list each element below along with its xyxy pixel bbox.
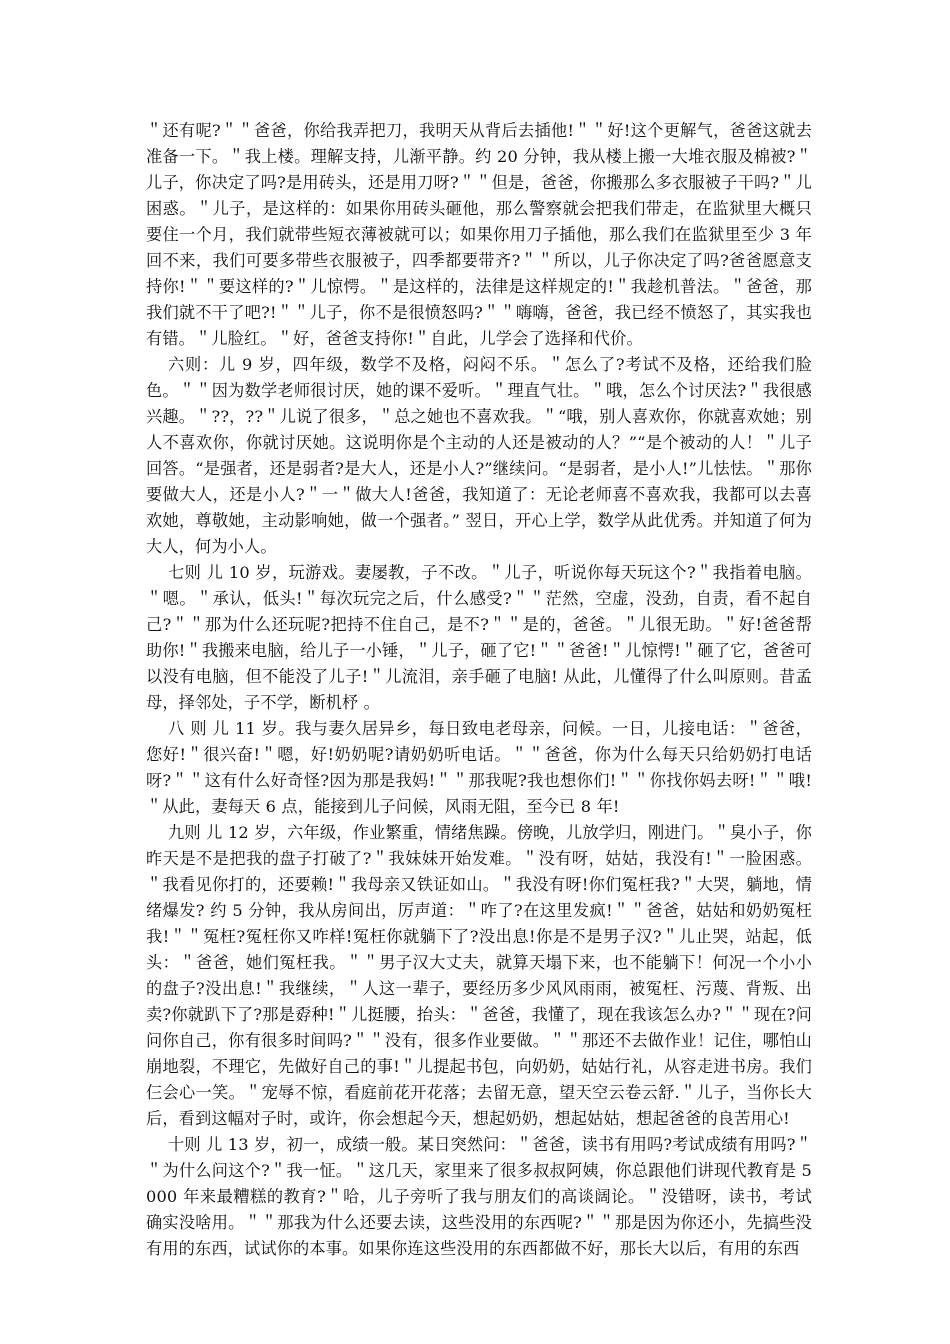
paragraph-8: 八 则 儿 11 岁。我与妻久居异乡，每日致电老母亲，问候。一日，儿接电话：＂爸爸，您好!＂很兴奋!＂嗯，好!奶奶呢?请奶奶听电话。＂＂爸爸，你为什么每天只给奶奶打电话呀?＂＂这有什么好奇怪?因为那是我妈!＂＂那我呢?我也想你们!＂＂你找你妈去呀!＂＂哦!＂从此，妻每天 6 点，能接到儿子问候，风雨无阻，至今已 8 年!: [146, 719, 812, 816]
paragraph-9: 九则 儿 12 岁，六年级，作业繁重，情绪焦躁。傍晚，儿放学归，刚进门。＂臭小子，你昨天是不是把我的盘子打破了?＂我妹妹开始发难。＂没有呀，姑姑，我没有!＂一脸困惑。＂我看见你打的，还要赖!＂我母亲又铁证如山。＂我没有呀!你们冤枉我?＂大哭，躺地，情绪爆发? 约 5 分钟，我从房间出，厉声道：＂咋了?在这里发疯!＂＂爸爸，姑姑和奶奶冤枉我!＂＂冤枉?冤枉你又咋样!冤枉你就躺下了?没出息!你是不是男子汉?＂儿止哭，站起，低头：＂爸爸，她们冤枉我。＂＂男子汉大丈夫，就算天塌下来，也不能躺下！何况一个小小的盘子?没出息!＂我继续，＂人这一辈子，要经历多少风风雨雨，被冤枉、污蔑、背叛、出卖?你就趴下了?那是孬种!＂儿挺腰，抬头：＂爸爸，我懂了，现在我该怎么办?＂＂现在?问问你自己，你有很多时间吗?＂＂没有，很多作业要做。＂＂那还不去做作业！记住，哪怕山崩地裂，不理它，先做好自己的事!＂儿提起书包，向奶奶，姑姑行礼，从容走进书房。我们仨会心一笑。＂宠辱不惊，看庭前花开花落；去留无意，望天空云卷云舒.＂儿子，当你长大后，看到这幅对子时，或许，你会想起今天，想起奶奶，想起姑姑，想起爸爸的良苦用心!: [146, 823, 812, 1128]
document-body: [146, 118, 812, 1262]
paragraph-10: 十则 儿 13 岁，初一，成绩一般。某日突然问：＂爸爸，读书有用吗?考试成绩有用吗?＂＂为什么问这个?＂我一怔。＂这几天，家里来了很多叔叔阿姨，你总跟他们讲现代教育是 5000 年来最糟糕的教育?＂哈，儿子旁听了我与朋友们的高谈阔论。＂没错呀，读书，考试确实没啥用。＂＂那我为什么还要去读，这些没用的东西呢?＂＂那是因为你还小，先搞些没有用的东西，试试你的本事。如果你连这些没用的东西都做不好，那长大以后，有用的东西: [146, 1135, 812, 1258]
paragraph-7: 七则 儿 10 岁，玩游戏。妻屡教，子不改。＂儿子，听说你每天玩这个?＂我指着电脑。＂嗯。＂承认，低头!＂每次玩完之后，什么感受?＂＂茫然，空虚，没劲，自责，看不起自己?＂＂那为什么还玩呢?把持不住自己，是不?＂＂是的，爸爸。＂儿很无助。＂好!爸爸帮助你!＂我搬来电脑，给儿子一小锤，＂儿子，砸了它!＂＂爸爸!＂儿惊愕!＂砸了它，爸爸可以没有电脑，但不能没了儿子!＂儿流泪，亲手砸了电脑! 从此，儿懂得了什么叫原则。昔孟母，择邻处，子不学，断机杼 。: [146, 563, 812, 712]
paragraph-6: 六则：儿 9 岁，四年级，数学不及格，闷闷不乐。＂怎么了?考试不及格，还给我们脸色。＂＂因为数学老师很讨厌，她的课不爱听。＂理直气壮。＂哦，怎么个讨厌法?＂我很感兴趣。＂??，??＂儿说了很多，＂总之她也不喜欢我。＂“哦，别人喜欢你，你就喜欢她；别人不喜欢你，你就讨厌她。这说明你是个主动的人还是被动的人？”“是个被动的人！＂儿子回答。“是强者，还是弱者?是大人，还是小人?”继续问。“是弱者，是小人!”儿怯怯。＂那你要做大人，还是小人?＂一＂做大人!爸爸，我知道了：无论老师喜不喜欢我，我都可以去喜欢她，尊敬她，主动影响她，做一个强者。” 翌日，开心上学，数学从此优秀。并知道了何为大人，何为小人。: [146, 355, 812, 556]
paragraph-1-continued: ＂还有呢?＂＂爸爸，你给我弄把刀，我明天从背后去插他!＂＂好!这个更解气，爸爸这就去准备一下。＂我上楼。理解支持，儿渐平静。约 20 分钟，我从楼上搬一大堆衣服及棉被?＂儿子，你决定了吗?是用砖头，还是用刀呀?＂＂但是，爸爸，你搬那么多衣服被子干吗?＂儿困惑。＂儿子，是这样的：如果你用砖头砸他，那么警察就会把我们带走，在监狱里大概只要住一个月，我们就带些短衣薄被就可以；如果你用刀子插他，那么我们在监狱里至少 3 年回不来，我们可要多带些衣服被子，四季都要带齐?＂＂所以，儿子你决定了吗?爸爸愿意支持你!＂＂要这样的?＂儿惊愕。＂是这样的，法律是这样规定的!＂我趁机普法。＂爸爸，那我们就不干了吧?!＂＂儿子，你不是很愤怒吗?＂＂嗨嗨，爸爸，我已经不愤怒了，其实我也有错。＂儿脸红。＂好，爸爸支持你!＂自此，儿学会了选择和代价。: [146, 121, 812, 348]
